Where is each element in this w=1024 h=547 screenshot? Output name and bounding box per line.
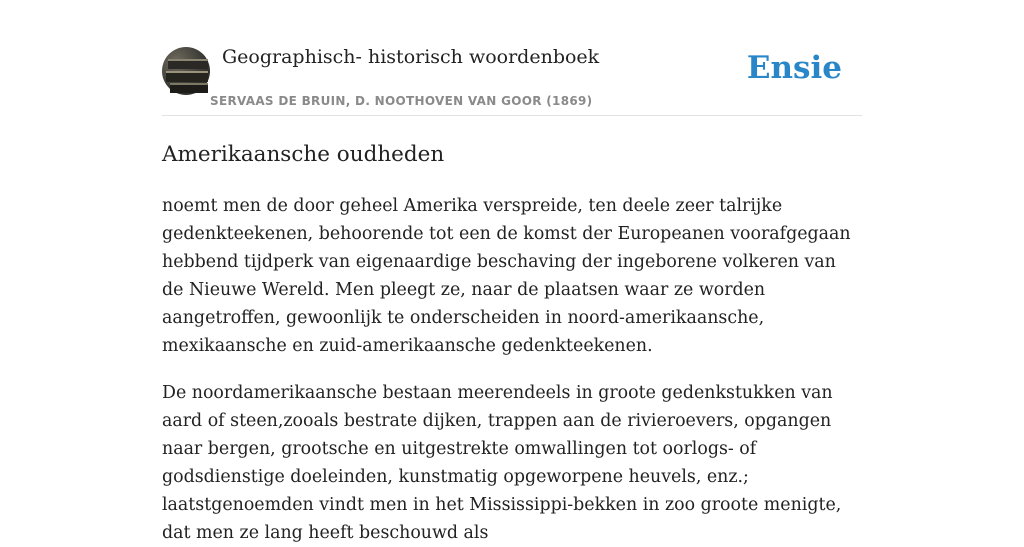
content-container	[162, 0, 862, 547]
book-author: SERVAAS DE BRUIN, D. NOOTHOVEN VAN GOOR (1869)	[210, 94, 593, 108]
book-spine-icon	[170, 83, 208, 93]
book-title-link[interactable]: Geographisch- historisch woordenboek	[222, 46, 600, 68]
paragraph: De noordamerikaansche bestaan meerendeels in groote gedenkstukken van aard of steen,zooals bestrate dijken, trappen aan de rivieroevers, opgangen naar bergen, grootsche en uitgestrekte omwallingen tot oorlogs- of godsdienstige doeleinden, kunstmatig opgeworpene heuvels, enz.; laatstgenoemden vindt men in het Mississippi-bekken in zoo groote menigte, dat men ze lang heeft beschouwd als	[162, 383, 842, 543]
book-spine-icon	[168, 59, 208, 69]
entry-title: Amerikaansche oudheden	[162, 142, 445, 167]
book-spine-icon	[166, 71, 208, 82]
entry-body	[162, 192, 862, 547]
book-cover-avatar[interactable]	[162, 47, 210, 95]
header	[162, 0, 862, 116]
ensie-logo[interactable]: Ensie	[746, 50, 842, 86]
paragraph: noemt men de door geheel Amerika verspreide, ten deele zeer talrijke gedenkteekenen, behoorende tot een de komst der Europeanen voorafgegaan hebbend tijdperk van eigenaardige beschaving der ingeborene volkeren van de Nieuwe Wereld. Men pleegt ze, naar de plaatsen waar ze worden aangetroffen, gewoonlijk te onderscheiden in noord-amerikaansche, mexikaansche en zuid-amerikaansche gedenkteekenen.	[162, 196, 851, 356]
